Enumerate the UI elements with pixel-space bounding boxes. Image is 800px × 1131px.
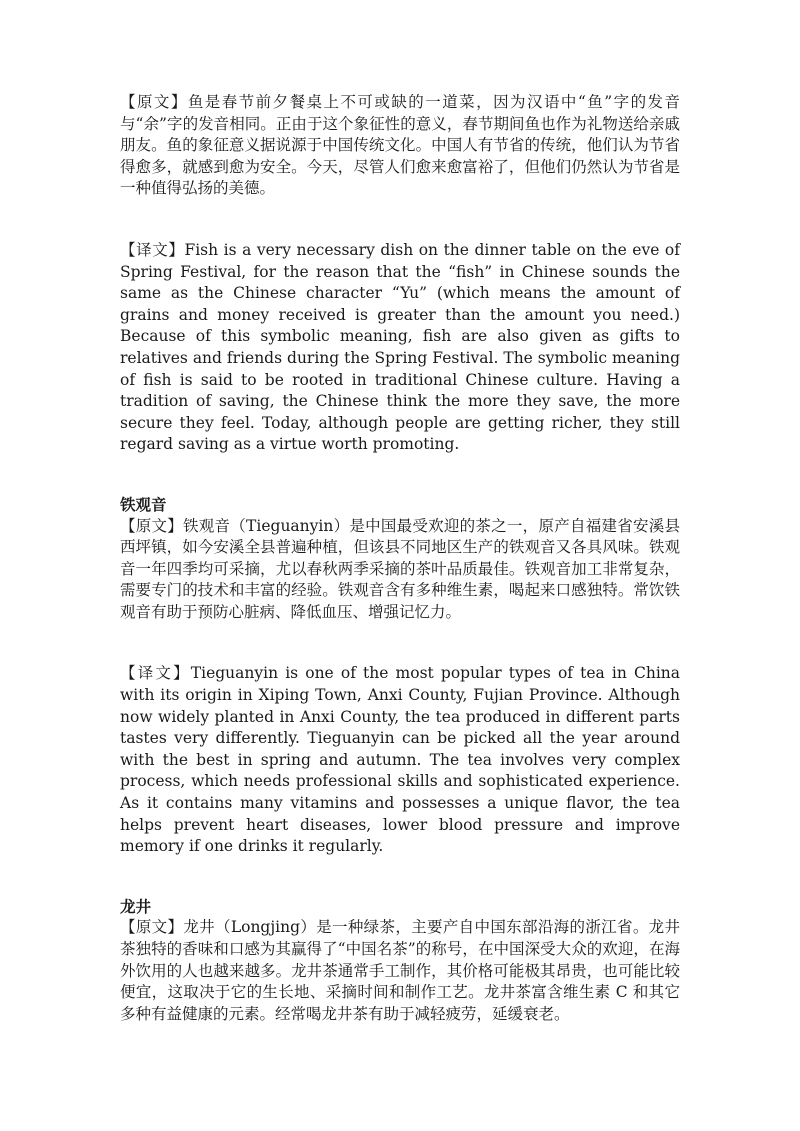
fish-translation-paragraph: 【译文】Fish is a very necessary dish on the dinner table on the eve of Spring Festival, for the reason that the “fish” in Chinese sounds the same as the Chinese character “Yu” (which means the amount of grains and money received is greater than the amount you need.) Because of this symbolic meaning, fish are also given as gifts to relatives and friends during the Spring Festival. The symbolic meaning of fish is said to be rooted in traditional Chinese culture. Having a tradition of saving, the Chinese think the more they save, the more secure they feel. Today, although people are getting richer, they still regard saving as a virtue worth promoting.: [120, 240, 680, 454]
longjing-heading: 龙井: [120, 896, 152, 916]
longjing-original-paragraph: 【原文】龙井（Longjing）是一种绿茶，主要产自中国东部沿海的浙江省。龙井茶独特的香味和口感为其赢得了“中国名茶”的称号，在中国深受大众的欢迎，在海外饮用的人也越来越多。龙井茶通常手工制作，其价格可能极其昂贵，也可能比较便宜，这取决于它的生长地、采摘时间和制作工艺。龙井茶富含维生素 C 和其它多种有益健康的元素。经常喝龙井茶有助于减轻疲劳，延缓衰老。: [120, 918, 680, 1023]
tieguanyin-translation-paragraph: 【译文】Tieguanyin is one of the most popular types of tea in China with its origin in Xiping Town, Anxi County, Fujian Province. Although now widely planted in Anxi County, the tea produced in different parts tastes very differently. Tieguanyin can be picked all the year around with the best in spring and autumn. The tea involves very complex process, which needs professional skills and sophisticated experience. As it contains many vitamins and possesses a unique flavor, the tea helps prevent heart diseases, lower blood pressure and improve memory if one drinks it regularly.: [120, 664, 680, 856]
spacer: [120, 858, 680, 896]
tieguanyin-heading: 铁观音: [120, 494, 167, 514]
spacer: [120, 456, 680, 494]
spacer: [120, 200, 680, 240]
fish-original-paragraph: 【原文】鱼是春节前夕餐桌上不可或缺的一道菜，因为汉语中“鱼”字的发音与“余”字的发音相同。正由于这个象征性的意义，春节期间鱼也作为礼物送给亲戚朋友。鱼的象征意义据说源于中国传统文化。中国人有节省的传统，他们认为节省得愈多，就感到愈为安全。今天，尽管人们愈来愈富裕了，但他们仍然认为节省是一种值得弘扬的美德。: [120, 93, 680, 198]
document-page: [120, 92, 680, 1025]
tieguanyin-original-paragraph: 【原文】铁观音（Tieguanyin）是中国最受欢迎的茶之一，原产自福建省安溪县西坪镇，如今安溪全县普遍种植，但该县不同地区生产的铁观音又各具风味。铁观音一年四季均可采摘，尤以春秋两季采摘的茶叶品质最佳。铁观音加工非常复杂，需要专门的技术和丰富的经验。铁观音含有多种维生素，喝起来口感独特。常饮铁观音有助于预防心脏病、降低血压、增强记忆力。: [120, 516, 680, 621]
spacer: [120, 623, 680, 663]
